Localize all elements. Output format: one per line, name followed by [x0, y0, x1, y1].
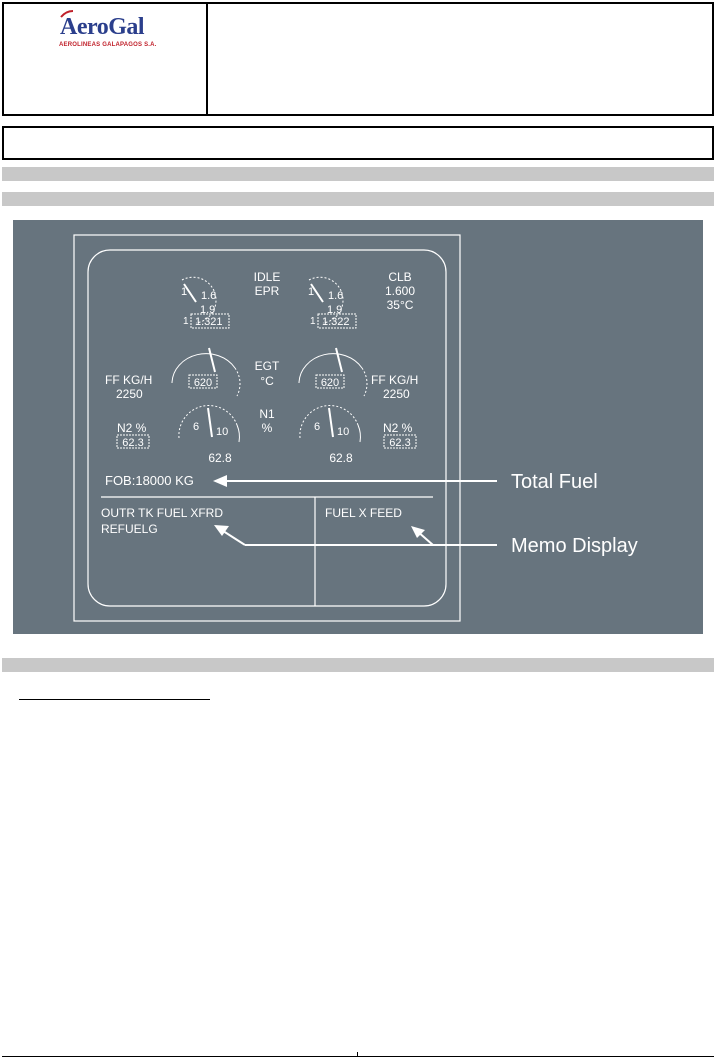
idle-label: IDLE	[253, 270, 281, 284]
left-n1-gauge	[179, 405, 240, 442]
n1-unit: %	[261, 421, 273, 435]
right-epr-value: 1.322	[322, 316, 350, 328]
section-bar	[2, 658, 714, 672]
right-egt-value: 620	[320, 377, 340, 389]
left-epr-scale-3: 1.9	[200, 304, 216, 316]
total-fuel-arrowhead	[213, 475, 227, 487]
memo-right-line-1: FUEL X FEED	[325, 506, 402, 520]
left-n1-scale-high: 10	[216, 426, 229, 438]
right-n1-gauge	[300, 405, 361, 442]
n2-label-left: N2 %	[117, 421, 147, 435]
logo-name: AeroGal	[60, 14, 145, 40]
left-epr-scale-2: 1.6	[201, 290, 217, 302]
header-table	[2, 2, 714, 116]
clb-label: CLB	[388, 270, 412, 284]
footer-rule	[2, 1056, 714, 1057]
right-epr-scale-2: 1.6	[328, 290, 344, 302]
section-bar	[2, 192, 714, 206]
right-n1-value: 62.8	[329, 451, 353, 465]
ff-value-left: 2250	[116, 387, 143, 401]
ff-label-left: FF KG/H	[105, 373, 153, 387]
left-n1-scale-low: 6	[193, 421, 200, 433]
memo-left-line-1: OUTR TK FUEL XFRD	[101, 506, 224, 520]
logo-subtitle: AEROLINEAS GALAPAGOS S.A.	[59, 42, 157, 48]
n1-label: N1	[259, 407, 275, 421]
clb-value: 1.600	[384, 284, 416, 298]
ecam-display-drawing	[13, 220, 703, 634]
footer-tick	[357, 1052, 358, 1057]
clb-temp: 35°C	[386, 298, 414, 312]
total-fuel-callout: Total Fuel	[511, 471, 598, 493]
ff-value-right: 2250	[383, 387, 410, 401]
memo-left-line-2: REFUELG	[101, 522, 158, 536]
title-box	[2, 126, 714, 160]
right-epr-scale-3: 1.9	[327, 304, 343, 316]
left-epr-value: 1.321	[195, 316, 223, 328]
right-epr-scale-4: 1	[310, 316, 316, 327]
left-n1-value: 62.8	[208, 451, 232, 465]
heading-underline	[19, 699, 210, 700]
left-egt-value: 620	[193, 377, 213, 389]
n2-label-right: N2 %	[383, 421, 413, 435]
left-epr-scale-1: 1	[181, 286, 188, 298]
n2-value-right: 62.3	[389, 437, 411, 449]
logo-cell	[4, 4, 208, 114]
ff-label-right: FF KG/H	[371, 373, 419, 387]
n2-value-left: 62.3	[122, 437, 144, 449]
right-epr-scale-1: 1	[308, 286, 315, 298]
left-epr-scale-4: 1	[183, 316, 189, 327]
egt-unit: °C	[260, 374, 274, 388]
section-bar	[2, 167, 714, 181]
fob-readout: FOB:18000 KG	[105, 473, 194, 488]
epr-label: EPR	[254, 284, 280, 298]
memo-display-callout: Memo Display	[511, 535, 638, 557]
egt-label: EGT	[254, 359, 280, 373]
ecam-figure	[13, 220, 703, 634]
right-n1-scale-low: 6	[314, 421, 321, 433]
right-n1-scale-high: 10	[337, 426, 350, 438]
